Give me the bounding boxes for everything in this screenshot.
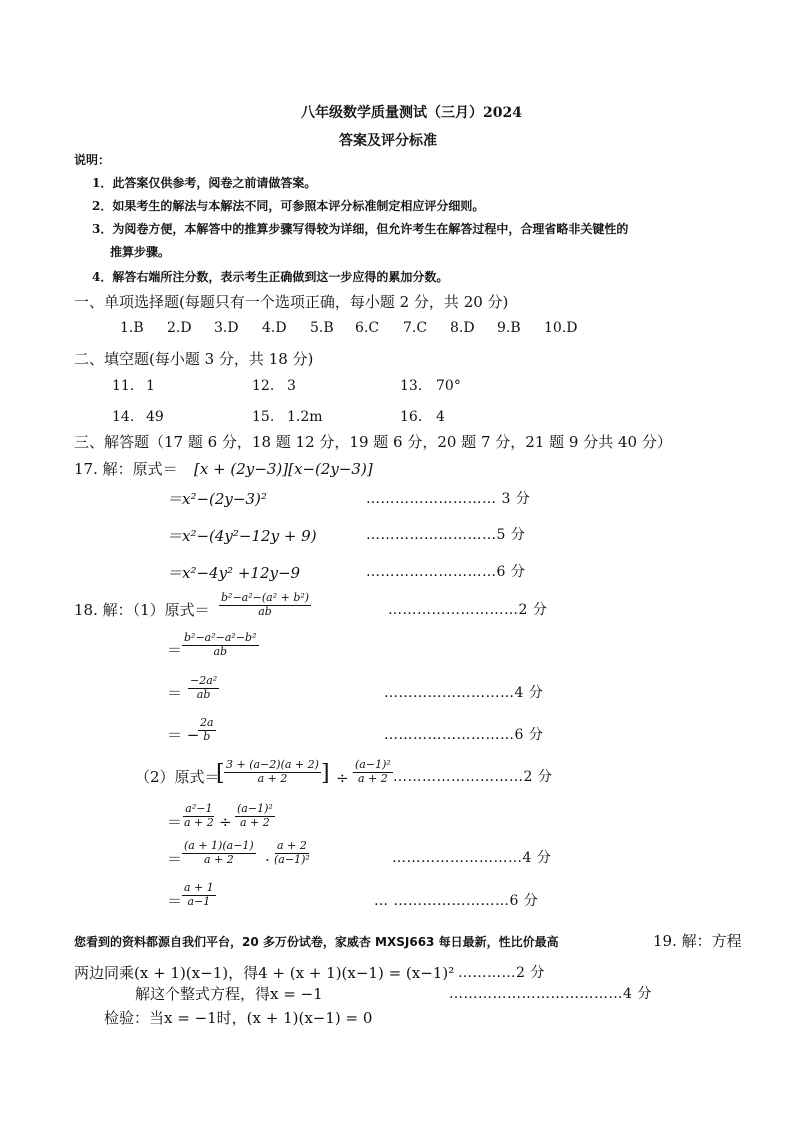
- note-item-4: 4．解答右端所注分数，表示考生正确做到这一步应得的累加分数。: [92, 270, 449, 284]
- q18-p2-dot: ·: [265, 851, 270, 869]
- answer-3: 3.D: [214, 320, 239, 336]
- answer-5: 5.B: [310, 320, 334, 336]
- q18-p2-eq2: ＝: [167, 813, 183, 831]
- answer-9: 9.B: [497, 320, 521, 336]
- q18-p2-frac-s4: [182, 882, 216, 908]
- right-bracket: ]: [321, 761, 330, 786]
- section2-heading: 二、填空题(每小题 3 分，共 18 分): [74, 350, 314, 368]
- q18-p1-s3-den: ab: [196, 687, 211, 701]
- q18-p1-score1: ………………………2 分: [388, 602, 548, 618]
- q18-p2-frac-a: [224, 759, 321, 785]
- note-item-2: 2．如果考生的解法与本解法不同，可参照本评分标准制定相应评分细则。: [92, 199, 485, 213]
- q18-p2-score1: ………………………2 分: [393, 769, 553, 785]
- q18-p2-b-num: (a−1)²: [355, 758, 391, 771]
- q18-p1-frac4: [198, 717, 216, 743]
- answer-4: 4.D: [262, 320, 287, 336]
- fill-num-16: 16.: [400, 409, 423, 425]
- q18-p2-s4-num: a + 1: [184, 881, 214, 894]
- q18-p1-frac3: [188, 675, 219, 701]
- answer-8: 8.D: [450, 320, 475, 336]
- q19-label: 19. 解：方程: [653, 932, 742, 950]
- q18-p1-score3: ………………………4 分: [384, 685, 544, 701]
- q18-p2-frac-s3: [182, 840, 256, 866]
- q17-score2: ………………………5 分: [366, 527, 526, 543]
- page-title: 八年级数学质量测试（三月）2024: [301, 105, 522, 121]
- section1-heading: 一、单项选择题(每题只有一个选项正确，每小题 2 分，共 20 分): [74, 293, 509, 311]
- fill-val-12: 3: [287, 378, 296, 394]
- answer-10: 10.D: [544, 320, 578, 336]
- fill-val-13: 70°: [436, 378, 461, 394]
- q18-p1-s2-den: ab: [213, 644, 228, 658]
- left-bracket: [: [216, 761, 225, 786]
- q18-p2-s2-den: a + 2: [184, 815, 214, 829]
- q18-p2-s3b-den: (a−1)²: [274, 852, 310, 866]
- note-item-1: 1．此答案仅供参考，阅卷之前请做答案。: [92, 176, 317, 190]
- q18-p1-den: ab: [258, 604, 272, 618]
- q18-p1-frac1: [219, 592, 311, 618]
- q18-p2-a-num: 3 + (a−2)(a + 2): [226, 758, 319, 771]
- q18-p2-div1: ÷: [336, 769, 349, 787]
- q18-p1-eq4: ＝ −: [167, 726, 200, 744]
- q18-p1-eq3: ＝: [167, 684, 183, 702]
- q18-p2-label: （2）原式＝: [135, 768, 220, 786]
- footer-ad: 您看到的资料都源自我们平台，20 多万份试卷，家威杏 MXSJ663 每日最新，性比价最高: [74, 935, 559, 949]
- answer-2: 2.D: [167, 320, 192, 336]
- q19-line1: 两边同乘(x + 1)(x−1)，得4 + (x + 1)(x−1) = (x−1)²: [74, 964, 455, 982]
- q19-score2: ………………………………4 分: [449, 986, 652, 1002]
- q18-p1-score4: ………………………6 分: [384, 727, 544, 743]
- q19-score1: …………2 分: [458, 965, 545, 981]
- answer-6: 6.C: [355, 320, 380, 336]
- q18-p2-frac-s2: [182, 803, 216, 829]
- q18-p2-b-den: a + 2: [358, 771, 388, 785]
- answer-1: 1.B: [120, 320, 144, 336]
- note-item-3-cont: 推算步骤。: [110, 245, 171, 259]
- answer-7: 7.C: [403, 320, 428, 336]
- q18-p2-s2-num: a²−1: [185, 802, 213, 815]
- q18-label: 18. 解：（1）原式＝: [74, 601, 210, 619]
- q17-step2: ＝x²−(4y²−12y + 9): [167, 527, 317, 545]
- fill-val-15: 1.2m: [287, 409, 323, 425]
- fill-num-13: 13.: [400, 378, 423, 394]
- q19-line3: 检验：当x = −1时，(x + 1)(x−1) = 0: [104, 1009, 373, 1027]
- page-subtitle: 答案及评分标准: [339, 133, 437, 149]
- q17-step1: ＝x²−(2y−3)²: [167, 490, 267, 508]
- q18-p2-score3: ………………………4 分: [392, 850, 552, 866]
- q18-p2-frac-s2b: [235, 803, 275, 829]
- q18-p2-frac-s3b: [272, 840, 312, 866]
- fill-num-12: 12.: [252, 378, 275, 394]
- q18-p2-s4-den: a−1: [187, 894, 211, 908]
- q18-p2-div2: ÷: [219, 813, 232, 831]
- q18-p1-frac2: [182, 632, 259, 658]
- q18-p1-s3-num: −2a²: [190, 674, 218, 687]
- fill-val-11: 1: [146, 378, 155, 394]
- q17-expr0: [x + (2y−3)][x−(2y−3)]: [194, 460, 373, 478]
- fill-num-14: 14.: [112, 409, 135, 425]
- q18-p1-eq2: ＝: [167, 641, 183, 659]
- q18-p1-s4-num: 2a: [200, 716, 214, 729]
- q18-p2-eq4: ＝: [167, 892, 183, 910]
- q19-line2: 解这个整式方程，得x = −1: [135, 985, 323, 1003]
- notes-label: 说明：: [74, 153, 111, 167]
- q18-p1-s4-den: b: [203, 729, 211, 743]
- q17-label: 17. 解：原式＝: [74, 460, 178, 478]
- q18-p2-s3-den: a + 2: [203, 852, 234, 866]
- fill-val-14: 49: [146, 409, 164, 425]
- q18-p2-s3b-num: a + 2: [277, 839, 307, 852]
- fill-num-15: 15.: [252, 409, 275, 425]
- q18-p2-eq3: ＝: [167, 850, 183, 868]
- q18-p2-s3-num: (a + 1)(a−1): [184, 839, 254, 852]
- q17-step3: ＝x²−4y² +12y−9: [167, 564, 301, 582]
- q18-p2-s2b-num: (a−1)²: [237, 802, 273, 815]
- note-item-3: 3．为阅卷方便，本解答中的推算步骤写得较为详细，但允许考生在解答过程中，合理省略非关键性的: [92, 222, 629, 236]
- q17-score3: ………………………6 分: [366, 564, 526, 580]
- section3-heading: 三、解答题（17 题 6 分，18 题 12 分，19 题 6 分，20 题 7 分，21 题 9 分共 40 分）: [74, 433, 672, 451]
- q18-p2-frac-b: [353, 759, 393, 785]
- q18-p1-num: b²−a²−(a² + b²): [221, 591, 310, 604]
- q18-p2-score4: … ……………………6 分: [374, 893, 539, 909]
- q18-p2-s2b-den: a + 2: [240, 815, 270, 829]
- q18-p2-a-den: a + 2: [257, 771, 288, 785]
- q17-score1: ……………………… 3 分: [366, 491, 531, 507]
- fill-val-16: 4: [436, 409, 445, 425]
- fill-num-11: 11.: [112, 378, 135, 394]
- q18-p1-s2-num: b²−a²−a²−b²: [184, 631, 257, 644]
